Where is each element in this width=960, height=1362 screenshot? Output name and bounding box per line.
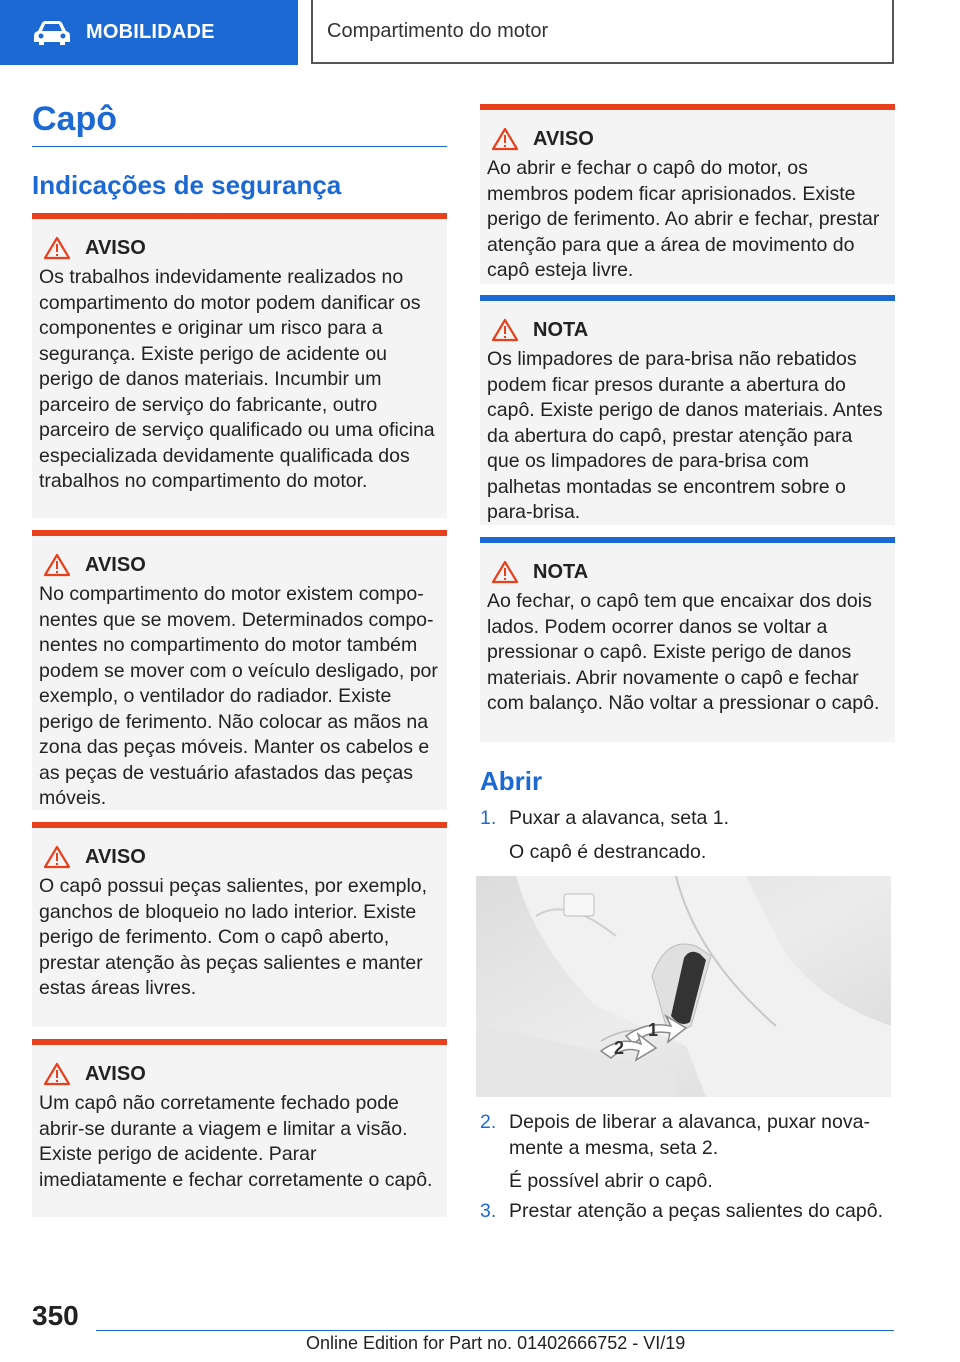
header-title-box — [311, 0, 894, 64]
header-title: Compartimento do motor — [327, 19, 549, 42]
warning-bar — [32, 822, 447, 828]
note-text: Um capô não corretamente fechado pode abrir-se durante a viagem e limitar a visão. Existe perigo de acidente. Parar imediatamente e fechar corretamente o capô. — [39, 1092, 433, 1191]
warning-bar — [32, 530, 447, 536]
warning-box — [480, 104, 895, 284]
warning-bar — [480, 104, 895, 110]
notice-bar — [480, 537, 895, 543]
step-number: 1. — [480, 807, 497, 829]
warning-triangle-icon — [43, 1062, 71, 1086]
warning-box — [32, 213, 447, 518]
step-text: Puxar a alavanca, seta 1. — [509, 807, 730, 829]
warning-box — [32, 530, 447, 810]
figure-label-1: 1 — [648, 1020, 659, 1040]
note-text: Ao fechar, o capô tem que encaixar dos dois lados. Podem ocorrer danos se voltar a pressionar o capô. Existe perigo de danos materiais. Abrir novamente o capô e fechar com balanço. Não voltar a pressionar o capô. — [487, 590, 880, 714]
warning-triangle-icon — [43, 236, 71, 260]
notice-bar — [480, 295, 895, 301]
note-text: No compartimento do motor existem componentes que se movem. Determinados componentes no compartimento do motor também podem se mover com o veículo desligado, por exemplo, o ventilador do radiador. Existe perigo de ferimento. Não colocar as mãos na zona das peças móveis. Manter os cabelos e as peças de vestuário afastados das peças móveis. — [39, 583, 438, 809]
step-number: 2. — [480, 1111, 497, 1133]
page-number: 350 — [32, 1300, 79, 1331]
notice-box — [480, 295, 895, 525]
note-label: AVISO — [85, 236, 146, 259]
warning-triangle-icon — [43, 553, 71, 577]
step-item — [480, 1110, 895, 1195]
step-text: Prestar atenção a peças salientes do capô. — [509, 1200, 883, 1222]
note-label: NOTA — [533, 560, 589, 583]
section-title: Indicações de segurança — [32, 170, 342, 200]
note-text: Os trabalhos indevidamente realizados no compartimento do motor podem danificar os componentes e originar um risco para a segurança. Existe perigo de acidente ou perigo de danos materiais. Incumbir um parceiro de serviço do fabricante, outro parceiro de serviço qualificado ou uma oficina especializada devidamente qualificada dos trabalhos no compartimento do motor. — [39, 266, 435, 492]
notice-box — [480, 537, 895, 742]
figure-label-2: 2 — [614, 1038, 625, 1058]
step-result: O capô é destrancado. — [509, 840, 707, 863]
step-text: Depois de liberar a alavanca, puxar novamente a mesma, seta 2. — [509, 1111, 870, 1159]
footer-divider — [96, 1330, 894, 1331]
warning-bar — [32, 1039, 447, 1045]
hood-release-illustration — [476, 876, 891, 1097]
note-text: Ao abrir e fechar o capô do motor, os membros podem ficar aprisionados. Existe perigo de ferimento. Ao abrir e fechar, prestar atenção para que a área de movimento do capô esteja livre. — [487, 157, 880, 281]
note-label: AVISO — [533, 127, 594, 150]
header-section-tab[interactable] — [0, 0, 298, 65]
warning-bar — [32, 213, 447, 219]
step-item — [480, 1199, 895, 1225]
warning-triangle-icon — [491, 127, 519, 151]
chapter-title: Capô — [32, 100, 117, 138]
note-text: Os limpadores de para-brisa não rebatidos podem ficar presos durante a abertura do capô. Existe perigo de danos materiais. Antes da abertura do capô, prestar atenção para que os limpadores de para-brisa com palhetas montadas se encontrem sobre o para-brisa. — [487, 348, 883, 523]
step-number: 3. — [480, 1200, 497, 1222]
notice-triangle-icon — [491, 560, 519, 584]
subsection-title: Abrir — [480, 766, 543, 796]
note-label: AVISO — [85, 845, 146, 868]
car-icon — [32, 20, 72, 46]
step-item — [480, 806, 895, 865]
note-label: NOTA — [533, 318, 589, 341]
step-result: É possível abrir o capô. — [509, 1170, 713, 1192]
warning-box — [32, 1039, 447, 1217]
notice-triangle-icon — [491, 318, 519, 342]
warning-box — [32, 822, 447, 1027]
warning-triangle-icon — [43, 845, 71, 869]
note-text: O capô possui peças salientes, por exemplo, ganchos de bloqueio no lado interior. Existe perigo de ferimento. Com o capô aberto, prestar atenção às peças salientes e manter estas áreas livres. — [39, 875, 428, 999]
header-section-label: MOBILIDADE — [86, 21, 215, 43]
chapter-divider — [32, 146, 447, 147]
note-label: AVISO — [85, 553, 146, 576]
note-label: AVISO — [85, 1062, 146, 1085]
footer-edition: Online Edition for Part no. 01402666752 - VI/19 — [306, 1333, 686, 1353]
